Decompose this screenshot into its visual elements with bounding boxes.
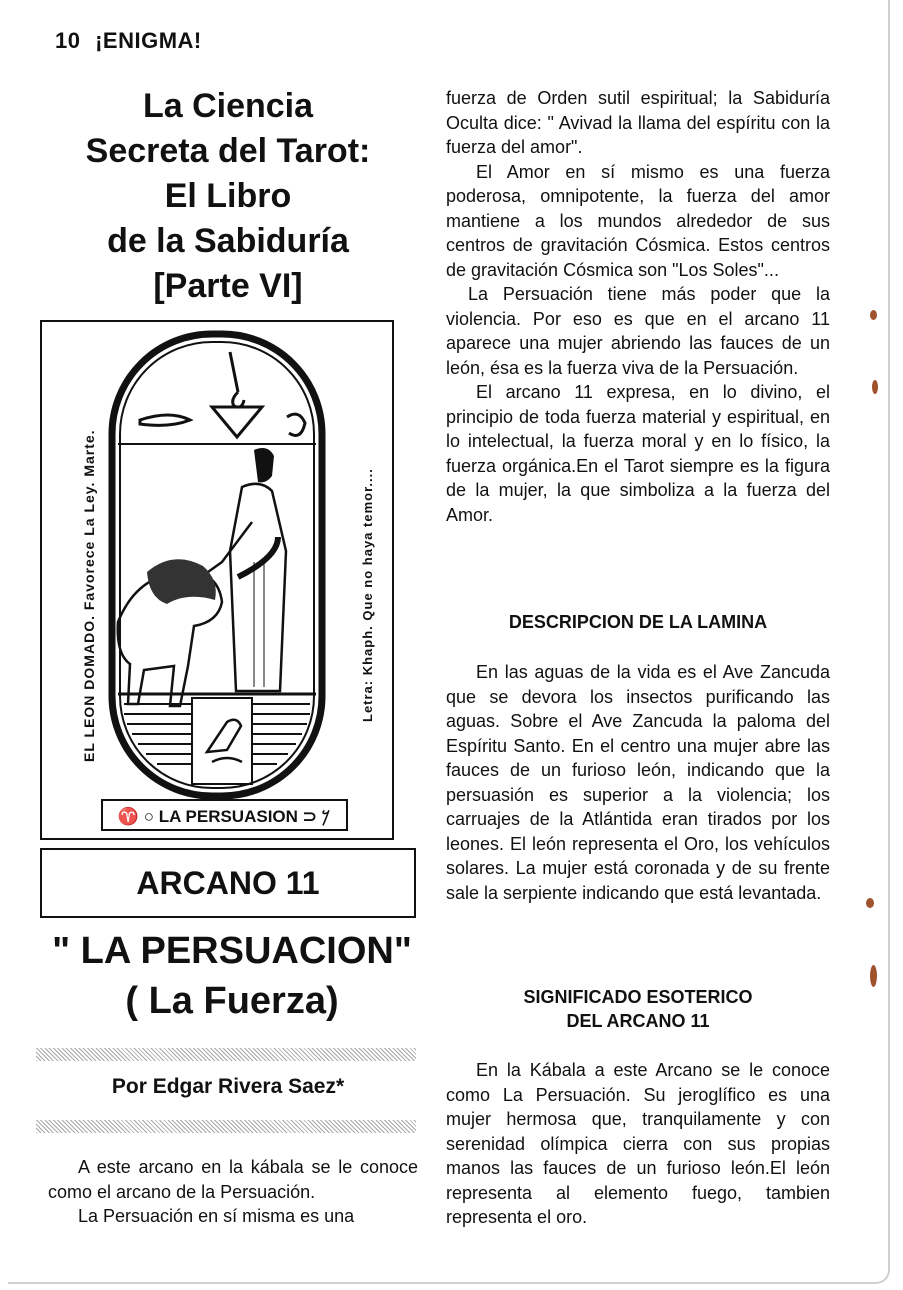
card-left-caption: EL LEON DOMADO. Favorece La Ley. Marte. <box>81 429 97 762</box>
right-column-text <box>446 1058 830 1230</box>
title-line: de la Sabiduría <box>107 222 349 260</box>
magazine-name: ¡ENIGMA! <box>95 28 202 53</box>
right-column-text <box>446 86 830 527</box>
hatch-divider <box>36 1048 416 1061</box>
tarot-card-drawing <box>42 322 392 838</box>
section-heading: DESCRIPCION DE LA LAMINA <box>508 612 768 632</box>
arcano-label: ARCANO 11 <box>136 864 320 901</box>
subtitle-line: ( La Fuerza) <box>125 980 339 1022</box>
paragraph: En las aguas de la vida es el Ave Zancuda que se devora los insectos purificando las aguas. Sobre el Ave Zancuda la paloma del Espíritu Santo. En el centro una mujer abre las fauces de un furioso león, indicando que la persuasión es superior a la violencia; los carruajes de la Atlántida eran tirados por los leones. El león representa el Oro, los vehículos solares. La mujer está coronada y de su frente sale la serpiente indicando que está levantada. <box>446 662 830 903</box>
page-number: 10 <box>55 28 81 53</box>
title-line: La Ciencia <box>142 87 314 125</box>
scan-blemish <box>870 965 877 987</box>
article-subtitle <box>32 926 432 1026</box>
arcano-box <box>40 848 416 918</box>
left-column-text <box>48 1155 418 1229</box>
hatch-divider <box>36 1120 416 1133</box>
section-heading-line: DEL ARCANO 11 <box>566 1011 710 1031</box>
card-bottom-label: ♈ ○ LA PERSUASION ⊃ 𐤊 <box>117 807 331 826</box>
section-heading-line: SIGNIFICADO ESOTERICO <box>523 987 753 1007</box>
section-heading <box>446 985 830 1033</box>
paragraph: A este arcano en la kábala se le conoce como el arcano de la Persuación. <box>48 1157 418 1202</box>
paragraph: El arcano 11 expresa, en lo divino, el principio de toda fuerza material y espiritual, en lo intelectual, la fuerza moral y en lo físico, la fuerza orgánica.En el Tarot siempre es la figura de la mujer, la que simboliza a la fuerza del Amor. <box>446 382 830 525</box>
paragraph: La Persuación en sí misma es una <box>78 1206 355 1226</box>
tarot-card-illustration <box>40 320 394 840</box>
subtitle-line: " LA PERSUACION" <box>52 930 412 972</box>
paragraph: El Amor en sí mismo es una fuerza poderosa, omnipotente, la fuerza del amor mantiene a los mundos alrededor de sus centros de gravitación Cósmica. Estos centros de gravitación Cósmica son "Los Soles"... <box>446 161 830 280</box>
scan-blemish <box>866 898 874 908</box>
paragraph: fuerza de Orden sutil espiritual; la Sabiduría Oculta dice: " Avivad la llama del espíritu con la fuerza del amor". <box>446 88 830 157</box>
paragraph: La Persuación tiene más poder que la violencia. Por eso es que en el arcano 11 aparece una mujer abriendo las fauces de un león, ésa es la fuerza viva de la Persuación. <box>446 284 830 378</box>
title-line: Secreta del Tarot: <box>85 132 371 170</box>
scan-blemish <box>870 310 877 320</box>
card-right-caption: Letra: Khaph. Que no haya temor.... <box>360 468 375 722</box>
paragraph: En la Kábala a este Arcano se le conoce como La Persuación. Su jeroglífico es una mujer hermosa que, tranquilamente y con serenidad olímpica cierra con sus propias manos las fauces de un furioso león.El león representa al elemento fuego, tambien representa el oro. <box>446 1060 830 1227</box>
byline: Por Edgar Rivera Saez* <box>111 1075 345 1098</box>
scan-blemish <box>872 380 878 394</box>
title-line: El Libro <box>164 177 292 215</box>
page-header <box>55 28 202 54</box>
title-line: [Parte VI] <box>153 267 303 305</box>
article-title <box>40 84 416 309</box>
right-column-text <box>446 660 830 905</box>
